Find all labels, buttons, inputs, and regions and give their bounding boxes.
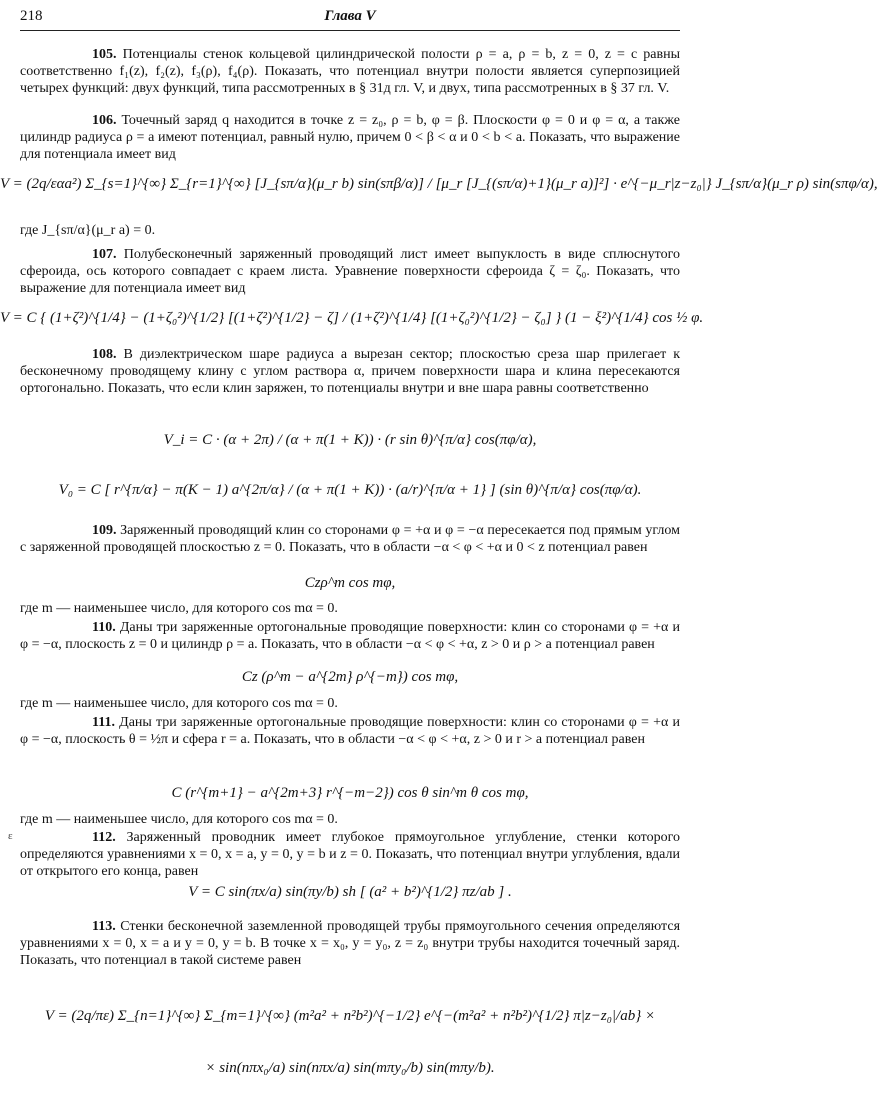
problem-number: 110. bbox=[92, 620, 116, 635]
formula-106: V = (2q/εαa²) Σ_{s=1}^{∞} Σ_{r=1}^{∞} [J_{sπ/α}(μ_r b) sin(sπβ/α)] / [μ_r [J_{(sπ/α)+1}(μ_r a)]²] · e^{−μ_r|z−z₀|} J_{sπ/α}(μ_r ρ) sin(sπφ/α), bbox=[0, 176, 878, 192]
problem-number: 111. bbox=[92, 715, 115, 730]
problem-text: Даны три заряженные ортогональные проводящие поверхности: клин со сторонами φ = +α и φ = −α, плоскость θ = ½π и сфера r = a. Показать, что в области −α < φ < +α, z > 0 и r > a потенциал равен bbox=[20, 715, 680, 747]
page-header bbox=[20, 6, 680, 30]
formula-113-line1: V = (2q/πε) Σ_{n=1}^{∞} Σ_{m=1}^{∞} (m²a² + n²b²)^{−1/2} e^{−(m²a² + n²b²)^{1/2} π|z−z₀|/ab} × bbox=[44, 1008, 656, 1024]
formula-113-line2: × sin(nπx₀/a) sin(nπx/a) sin(mπy₀/b) sin(mπy/b). bbox=[205, 1060, 495, 1076]
problem-111-condition: где m — наименьшее число, для которого cos mα = 0. bbox=[20, 812, 338, 827]
problem-number: 107. bbox=[92, 247, 117, 262]
formula-108-inside: V_i = C · (α + 2π) / (α + π(1 + K)) · (r sin θ)^{π/α} cos(πφ/α), bbox=[163, 432, 537, 448]
problem-109-condition: где m — наименьшее число, для которого cos mα = 0. bbox=[20, 601, 338, 616]
header-rule bbox=[20, 30, 680, 31]
problem-110-condition: где m — наименьшее число, для которого cos mα = 0. bbox=[20, 696, 338, 711]
problem-number: 113. bbox=[92, 919, 116, 934]
problem-text: Стенки бесконечной заземленной проводящей трубы прямоугольного сечения определяются уравнениями x = 0, x = a и y = 0, y = b. В точке x = x₀, y = y₀, z = z₀ внутри трубы находится точечный заряд. Показать, что потенциал в такой системе равен bbox=[20, 919, 681, 968]
problem-text: Даны три заряженные ортогональные проводящие поверхности: клин со сторонами φ = +α и φ = −α, плоскость z = 0 и цилиндр ρ = a. Показать, что в области −α < φ < +α, z > 0 и ρ > a потенциал равен bbox=[20, 620, 680, 652]
problem-text: Заряженный проводящий клин со сторонами φ = +α и φ = −α пересекается под прямым углом с заряженной проводящей плоскостью z = 0. Показать, что в области −α < φ < +α и 0 < z потенциал равен bbox=[20, 523, 681, 555]
problem-109 bbox=[20, 522, 680, 556]
problem-106-condition: где J_{sπ/α}(μ_r a) = 0. bbox=[20, 223, 156, 238]
problem-113 bbox=[20, 918, 680, 969]
problem-number: 108. bbox=[92, 347, 117, 362]
problem-108 bbox=[20, 346, 680, 397]
problem-text: Потенциалы стенок кольцевой цилиндрической полости ρ = a, ρ = b, z = 0, z = c равны соответственно f₁(z), f₂(z), f₃(ρ), f₄(ρ). Показать, что потенциал внутри полости является суперпозицией четырех функций: двух функций, типа рассмотренных в § 31д гл. V, и двух, типа рассмотренных в § 37 гл. V. bbox=[20, 47, 680, 96]
problem-106 bbox=[20, 112, 680, 163]
problem-text: Полубесконечный заряженный проводящий лист имеет выпуклость в виде сплюснутого сфероида, ось которого совпадает с краем листа. Уравнение поверхности сфероида ζ = ζ₀. Показать, что выражение для потенциала имеет вид bbox=[20, 247, 681, 296]
chapter-title: Глава V bbox=[324, 8, 376, 24]
problem-number: 109. bbox=[92, 523, 117, 538]
formula-112: V = C sin(πx/a) sin(πy/b) sh [ (a² + b²)^{1/2} πz/ab ] . bbox=[188, 884, 512, 900]
problem-text: Заряженный проводник имеет глубокое прямоугольное углубление, стенки которого определяются уравнениями x = 0, x = a, y = 0, y = b и z = 0. Показать, что потенциал внутри углубления, вдали от открытого его конца, равен bbox=[20, 830, 680, 879]
problem-number: 106. bbox=[92, 113, 117, 128]
formula-107: V = C { (1+ζ²)^{1/4} − (1+ζ₀²)^{1/2} [(1+ζ²)^{1/2} − ζ] / (1+ζ²)^{1/4} [(1+ζ₀²)^{1/2} − ζ₀] } (1 − ξ²)^{1/4} cos ½ φ. bbox=[0, 310, 704, 326]
problem-number: 112. bbox=[92, 830, 116, 845]
problem-111 bbox=[20, 714, 680, 748]
problem-110 bbox=[20, 619, 680, 653]
formula-111: C (r^{m+1} − a^{2m+3} r^{−m−2}) cos θ sin^m θ cos mφ, bbox=[171, 785, 529, 801]
problem-number: 105. bbox=[92, 47, 117, 62]
problem-112 bbox=[20, 829, 680, 880]
problem-text: Точечный заряд q находится в точке z = z₀, ρ = b, φ = β. Плоскости φ = 0 и φ = α, а также цилиндр радиуса ρ = a имеют потенциал, равный нулю, причем 0 < β < α и 0 < b < a. Показать, что выражение для потенциала имеет вид bbox=[20, 113, 680, 162]
problem-text: В диэлектрическом шаре радиуса a вырезан сектор; плоскостью среза шар прилегает к бесконечному проводящему клину с углом раствора α, причем поверхности шара и клина пересекаются ортогонально. Показать, что если клин заряжен, то потенциалы внутри и вне шара равны соответственно bbox=[20, 347, 681, 396]
margin-note: ɛ bbox=[8, 830, 13, 842]
problem-105 bbox=[20, 46, 680, 97]
formula-109: Czρ^m cos mφ, bbox=[304, 575, 396, 591]
problem-107 bbox=[20, 246, 680, 297]
formula-110: Cz (ρ^m − a^{2m} ρ^{−m}) cos mφ, bbox=[241, 669, 459, 685]
formula-108-outside: V₀ = C [ r^{π/α} − π(K − 1) a^{2π/α} / (α + π(1 + K)) · (a/r)^{π/α + 1} ] (sin θ)^{π/α} cos(πφ/α). bbox=[58, 482, 642, 498]
page-number: 218 bbox=[20, 8, 43, 24]
